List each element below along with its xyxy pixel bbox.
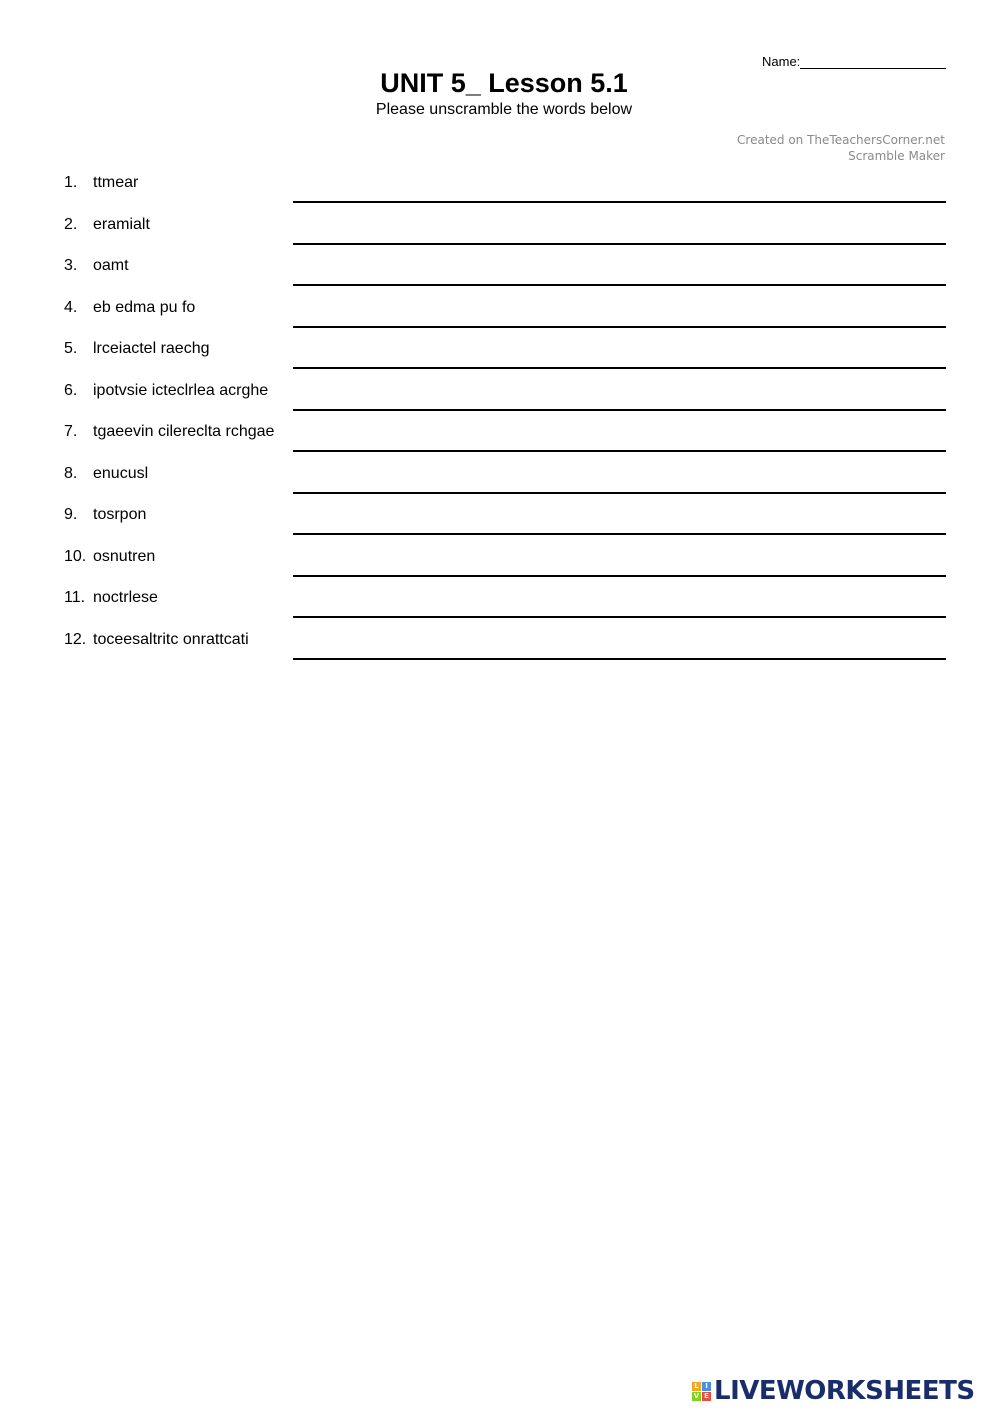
logo-square-l: L <box>692 1382 701 1391</box>
scrambled-word: oamt <box>93 257 129 274</box>
liveworksheets-logo-icon <box>692 1382 711 1401</box>
item-number: 3. <box>64 257 78 274</box>
scramble-item-12 <box>64 619 946 661</box>
logo-square-v: V <box>693 1391 700 1400</box>
scrambled-word: enucusl <box>93 464 149 482</box>
item-number: 7. <box>64 423 78 440</box>
scrambled-word: osnutren <box>93 547 156 565</box>
scrambled-word: tgaeevin cilereclta rchgae <box>93 423 275 440</box>
name-label: Name: <box>762 54 801 69</box>
scrambled-word: toceesaltritc onrattcati <box>93 630 249 648</box>
scramble-list <box>64 162 946 660</box>
logo-square-i: I <box>702 1382 711 1391</box>
scramble-item-11 <box>64 577 946 619</box>
item-number: 6. <box>64 381 78 399</box>
scramble-item-4 <box>64 287 946 329</box>
scramble-item-7 <box>64 411 946 453</box>
credit-note <box>737 132 945 164</box>
scrambled-word: lrceiactel raechg <box>93 340 210 357</box>
item-number: 2. <box>64 215 78 233</box>
item-number: 11. <box>64 589 86 606</box>
liveworksheets-logo <box>692 1376 975 1406</box>
scramble-item-6 <box>64 370 946 412</box>
credit-line-1: Created on TheTeachersCorner.net <box>737 133 945 147</box>
logo-text <box>714 1376 975 1406</box>
scrambled-word: ipotvsie icteclrlea acrghe <box>93 381 269 399</box>
item-number: 1. <box>64 174 78 191</box>
scrambled-word: noctrlese <box>93 589 158 606</box>
item-number: 5. <box>64 340 78 357</box>
scramble-item-10 <box>64 536 946 578</box>
scramble-item-2 <box>64 204 946 246</box>
item-number: 9. <box>64 506 78 523</box>
scramble-item-9 <box>64 494 946 536</box>
logo-square-e: E <box>702 1392 711 1401</box>
page-title: UNIT 5_ Lesson 5.1 <box>380 68 628 98</box>
item-number: 12. <box>64 630 87 648</box>
scrambled-word: tosrpon <box>93 506 147 523</box>
logo-text-value: LIVEWORKSHEETS <box>714 1376 975 1406</box>
credit-line-2: Scramble Maker <box>848 149 945 163</box>
scramble-item-8 <box>64 453 946 495</box>
scrambled-word: ttmear <box>93 174 139 191</box>
scramble-item-5 <box>64 328 946 370</box>
scramble-item-1 <box>64 162 946 204</box>
name-input-line[interactable] <box>800 54 946 69</box>
page-subtitle: Please unscramble the words below <box>375 101 633 118</box>
item-number: 8. <box>64 464 78 482</box>
scrambled-word: eramialt <box>93 215 150 233</box>
item-number: 4. <box>64 298 78 316</box>
name-field <box>762 54 946 69</box>
item-number: 10. <box>64 547 87 565</box>
scrambled-word: eb edma pu fo <box>93 298 196 316</box>
answer-line[interactable] <box>293 658 946 660</box>
scramble-item-3 <box>64 245 946 287</box>
